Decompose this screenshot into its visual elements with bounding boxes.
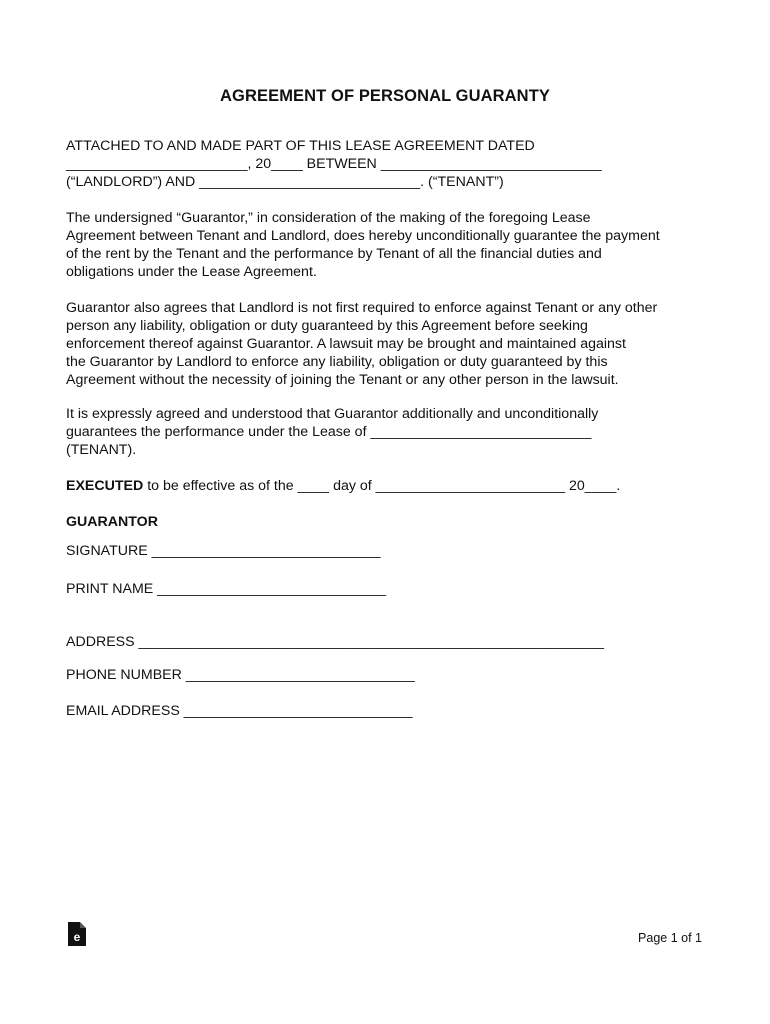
para2-line-2: person any liability, obligation or duty guaranteed by this Agreement before seeking <box>66 318 588 334</box>
para3-line-2: guarantees the performance under the Lease of ____________________________ <box>66 424 592 440</box>
document-title: AGREEMENT OF PERSONAL GUARANTY <box>220 87 550 105</box>
para3-line-3: (TENANT). <box>66 442 137 458</box>
header-line-3: (“LANDLORD”) AND ____________________________. (“TENANT”) <box>66 174 504 190</box>
para3-line-1: It is expressly agreed and understood that Guarantor additionally and unconditionally <box>66 406 599 422</box>
phone-number-field[interactable]: PHONE NUMBER _____________________________ <box>66 667 415 683</box>
executed-text: to be effective as of the ____ day of ________________________ 20____. <box>143 478 621 494</box>
para1-line-1: The undersigned “Guarantor,” in consideration of the making of the foregoing Lease <box>66 210 591 226</box>
page-number: Page 1 of 1 <box>638 931 702 945</box>
para2-line-4: the Guarantor by Landlord to enforce any liability, obligation or duty guaranteed by this <box>66 354 608 370</box>
para1-line-3: of the rent by the Tenant and the performance by Tenant of all the financial duties and <box>66 246 602 262</box>
executed-line <box>66 477 620 495</box>
header-line-2: _______________________, 20____ BETWEEN ____________________________ <box>66 156 602 172</box>
document-e-logo-icon <box>67 922 87 946</box>
guarantor-heading: GUARANTOR <box>66 514 158 530</box>
header-line-1: ATTACHED TO AND MADE PART OF THIS LEASE AGREEMENT DATED <box>66 138 535 154</box>
signature-field[interactable]: SIGNATURE _____________________________ <box>66 543 381 559</box>
para2-line-1: Guarantor also agrees that Landlord is not first required to enforce against Tenant or any other <box>66 300 658 316</box>
executed-label: EXECUTED <box>66 478 144 494</box>
address-field[interactable]: ADDRESS ___________________________________________________________ <box>66 634 605 650</box>
email-address-field[interactable]: EMAIL ADDRESS _____________________________ <box>66 703 413 719</box>
print-name-field[interactable]: PRINT NAME _____________________________ <box>66 581 387 597</box>
para2-line-3: enforcement thereof against Guarantor. A lawsuit may be brought and maintained against <box>66 336 626 352</box>
para2-line-5: Agreement without the necessity of joining the Tenant or any other person in the lawsuit. <box>66 372 619 388</box>
svg-text:e: e <box>73 930 81 944</box>
para1-line-2: Agreement between Tenant and Landlord, does hereby unconditionally guarantee the payment <box>66 228 660 244</box>
para1-line-4: obligations under the Lease Agreement. <box>66 264 317 280</box>
